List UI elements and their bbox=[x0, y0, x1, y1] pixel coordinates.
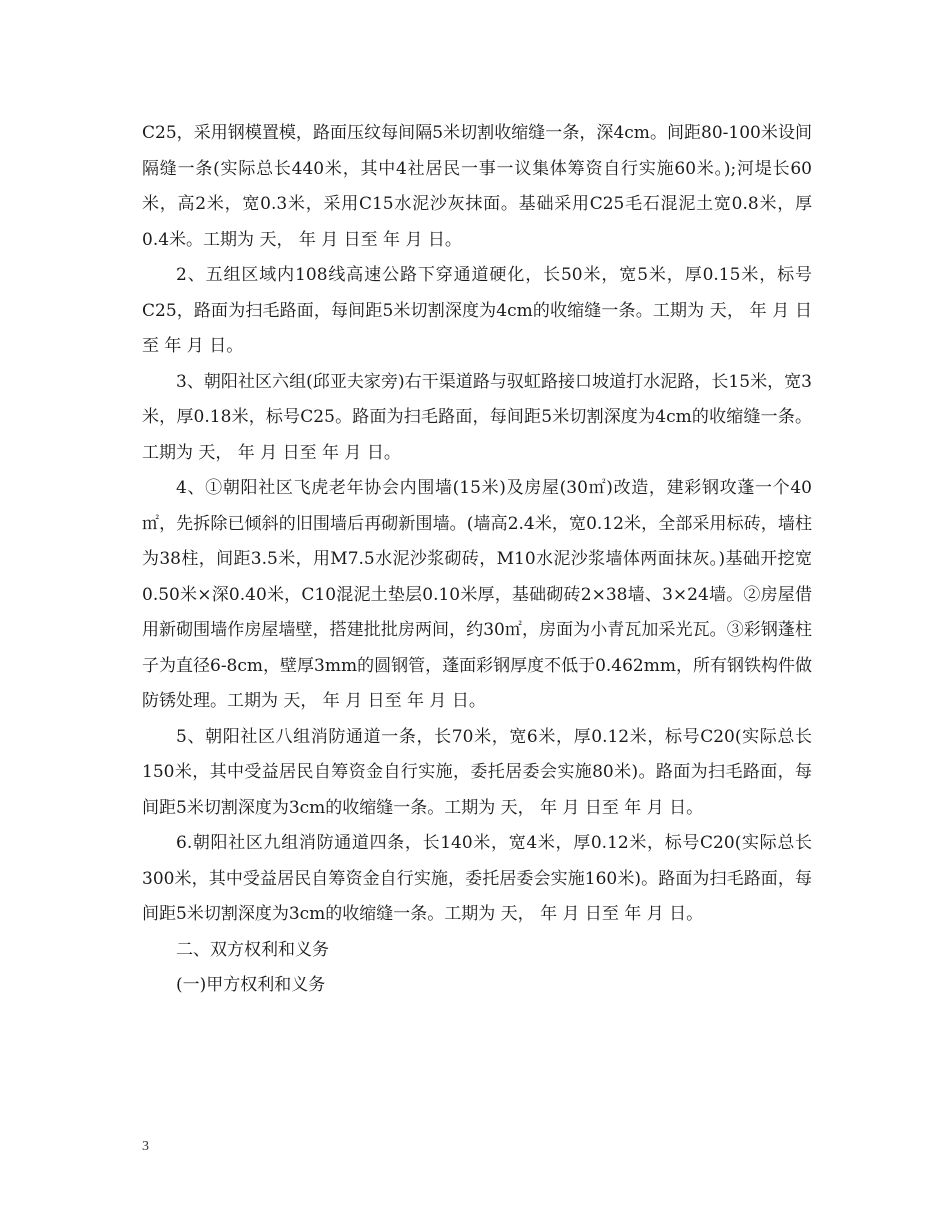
section-heading-rights-obligations: 二、双方权利和义务 bbox=[176, 939, 329, 960]
paragraph-item-3: 3、朝阳社区六组(邱亚夫家旁)右干渠道路与驭虹路接口坡道打水泥路，长15米，宽3米，厚0.18米，标号C25。路面为扫毛路面，每间距5米切割深度为4cm的收缩缝一条。工期为 天， 年 月 日至 年 月 日。 bbox=[142, 371, 812, 463]
subsection-heading-party-a: (一)甲方权利和义务 bbox=[176, 975, 326, 995]
document-body bbox=[142, 116, 812, 1004]
paragraph-item-6: 6.朝阳社区九组消防通道四条，长140米，宽4米，厚0.12米，标号C20(实际总长300米，其中受益居民自筹资金自行实施，委托居委会实施160米)。路面为扫毛路面，每间距5米切割深度为3cm的收缩缝一条。工期为 天， 年 月 日至 年 月 日。 bbox=[142, 833, 812, 924]
page-number: 3 bbox=[142, 1139, 149, 1154]
paragraph-item-5: 5、朝阳社区八组消防通道一条，长70米，宽6米，厚0.12米，标号C20(实际总长150米，其中受益居民自筹资金自行实施，委托居委会实施80米)。路面为扫毛路面，每间距5米切割深度为3cm的收缩缝一条。工期为 天， 年 月 日至 年 月 日。 bbox=[142, 726, 812, 818]
paragraph-continued: C25，采用钢模置模，路面压纹每间隔5米切割收缩缝一条，深4cm。间距80-100米设间隔缝一条(实际总长440米，其中4社居民一事一议集体筹资自行实施60米。);河堤长60米，高2米，宽0.3米，采用C15水泥沙灰抹面。基础采用C25毛石混泥土宽0.8米，厚0.4米。工期为 天， 年 月 日至 年 月 日。 bbox=[142, 123, 812, 250]
paragraph-item-2: 2、五组区域内108线高速公路下穿通道硬化，长50米，宽5米，厚0.15米，标号C25，路面为扫毛路面，每间距5米切割深度为4cm的收缩缝一条。工期为 天， 年 月 日至 年 月 日。 bbox=[142, 265, 812, 356]
paragraph-item-4: 4、①朝阳社区飞虎老年协会内围墙(15米)及房屋(30㎡)改造，建彩钢攻蓬一个40㎡，先拆除已倾斜的旧围墙后再砌新围墙。(墙高2.4米，宽0.12米，全部采用标砖，墙柱为38柱，间距3.5米，用M7.5水泥沙浆砌砖，M10水泥沙浆墙体两面抹灰。)基础开挖宽0.50米×深0.40米，C10混泥土垫层0.10米厚，基础砌砖2×38墙、3×24墙。②房屋借用新砌围墙作房屋墙壁，搭建批批房两间，约30㎡，房面为小青瓦加采光瓦。③彩钢蓬柱子为直径6-8cm，壁厚3mm的圆钢管，蓬面彩钢厚度不低于0.462mm，所有钢铁构件做防锈处理。工期为 天， 年 月 日至 年 月 日。 bbox=[142, 478, 812, 711]
